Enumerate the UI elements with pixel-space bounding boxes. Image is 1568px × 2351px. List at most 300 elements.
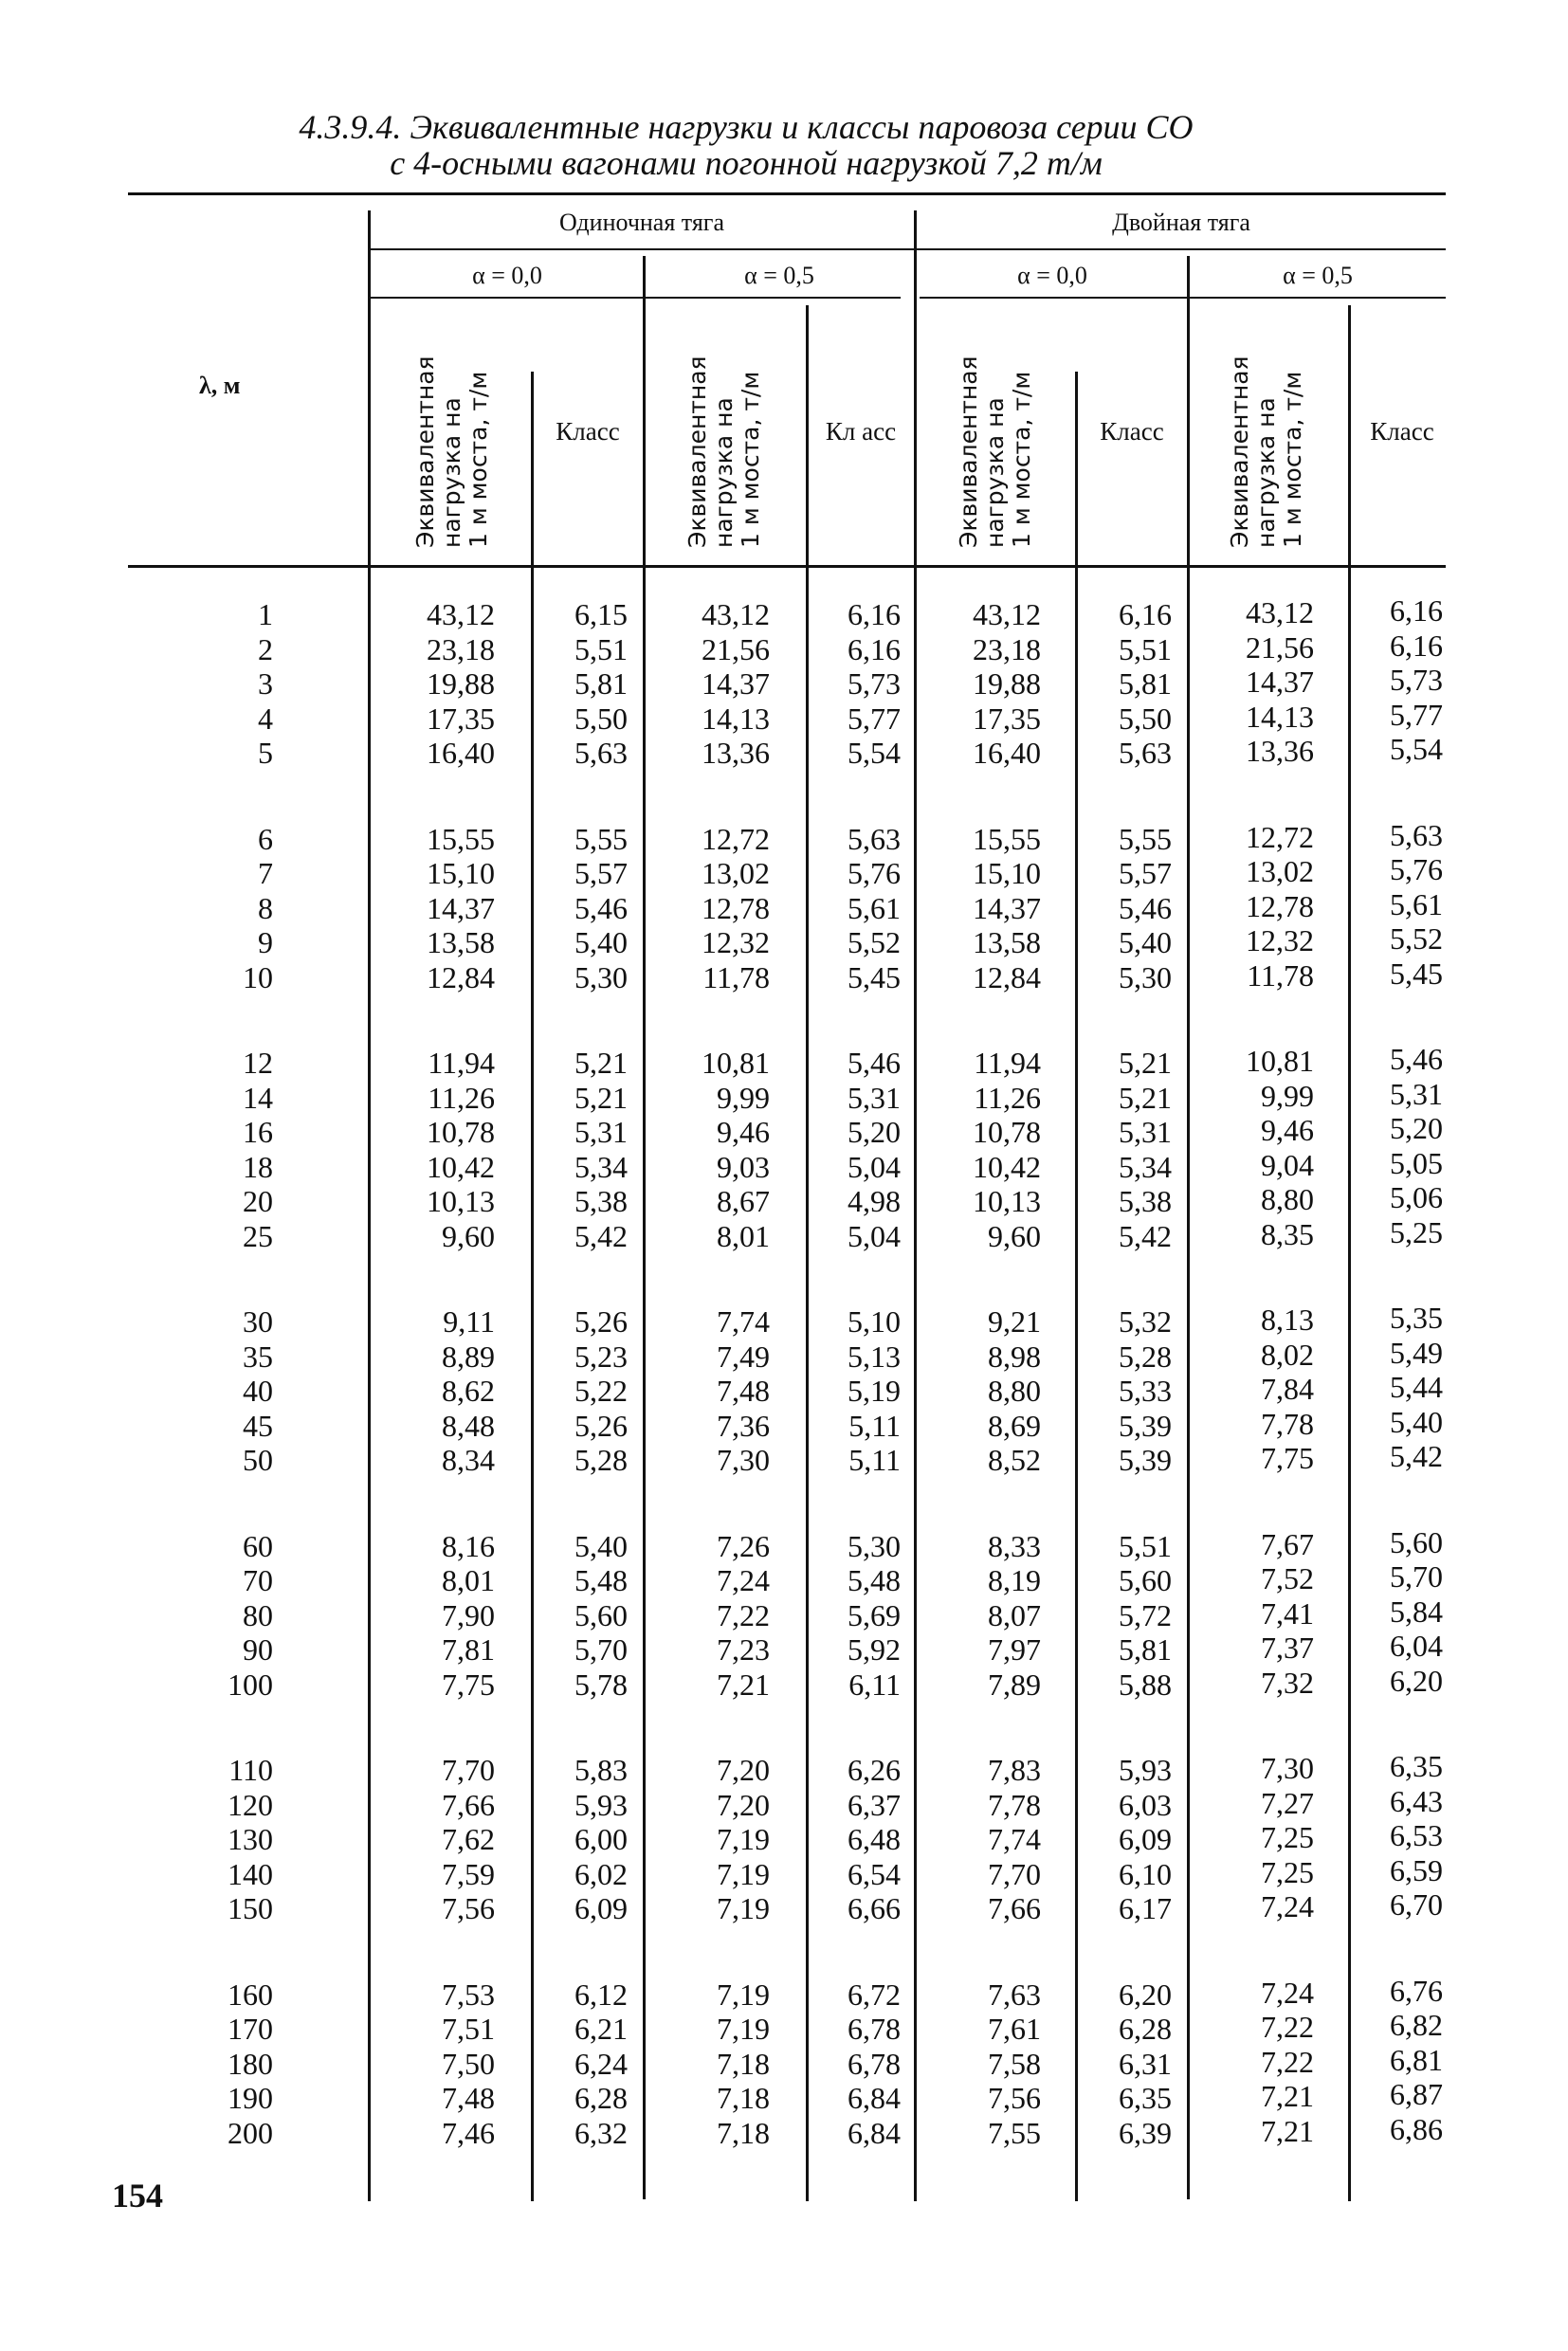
table-cell: 7,37 <box>1261 1631 1314 1665</box>
row-group <box>1085 1304 1172 1478</box>
table-cell: 9,46 <box>717 1115 770 1149</box>
table-cell: 8,19 <box>988 1563 1041 1597</box>
table-cell: 14,37 <box>427 890 495 925</box>
table-cell: 7,75 <box>442 1667 495 1702</box>
single-alpha05-load-column <box>654 597 770 2150</box>
row-group <box>1358 1749 1443 1923</box>
page-number: 154 <box>112 2177 163 2214</box>
table-cell: 13,58 <box>427 925 495 959</box>
table-cell: 5,63 <box>1119 736 1172 770</box>
table-cell: 5,60 <box>1119 1563 1172 1597</box>
table-cell: 9,03 <box>717 1149 770 1184</box>
table-cell: 10,81 <box>702 1046 770 1080</box>
table-cell: 5,77 <box>848 701 901 736</box>
table-cell: 12,72 <box>1246 819 1314 854</box>
table-cell: 14,37 <box>1246 665 1314 699</box>
table-cell: 5,38 <box>574 1184 628 1218</box>
row-group <box>1358 1301 1443 1474</box>
table-cell: 5,21 <box>1119 1046 1172 1080</box>
table-cell: 5,54 <box>1390 732 1443 766</box>
header-bottom-rule <box>128 565 1446 568</box>
table-cell: 7,50 <box>442 2046 495 2081</box>
table-cell: 7,53 <box>442 1977 495 2012</box>
row-group <box>654 1529 770 1703</box>
table-cell: 5,20 <box>1390 1111 1443 1145</box>
table-cell: 11,94 <box>974 1046 1041 1080</box>
table-cell: 5,13 <box>848 1339 901 1374</box>
single-alpha0-class-column <box>540 597 628 2150</box>
col-divider-5 <box>914 210 917 2201</box>
table-cell: 5,04 <box>848 1149 901 1184</box>
row-group <box>1198 1751 1314 1924</box>
table-cell: 8,69 <box>988 1408 1041 1443</box>
table-cell: 6,16 <box>1390 628 1443 663</box>
table-cell: 7,78 <box>988 1787 1041 1822</box>
table-cell: 5,38 <box>1119 1184 1172 1218</box>
table-cell: 6 <box>258 821 273 856</box>
table-cell: 11,94 <box>428 1046 495 1080</box>
table-cell: 5,78 <box>574 1667 628 1702</box>
table-cell: 6,16 <box>848 597 901 631</box>
table-cell: 7,90 <box>442 1597 495 1632</box>
header-lambda: λ, м <box>199 372 241 399</box>
table-cell: 5,93 <box>574 1787 628 1822</box>
table-cell: 5,23 <box>574 1339 628 1374</box>
table-cell: 6,26 <box>848 1753 901 1787</box>
table-cell: 5,60 <box>574 1597 628 1632</box>
row-group <box>190 597 273 771</box>
table-cell: 7,66 <box>988 1891 1041 1925</box>
table-cell: 7,22 <box>717 1597 770 1632</box>
row-group <box>540 1753 628 1926</box>
table-cell: 5,57 <box>574 856 628 890</box>
table-cell: 6,78 <box>848 2012 901 2046</box>
table-cell: 7,19 <box>717 1891 770 1925</box>
table-cell: 21,56 <box>702 631 770 666</box>
table-cell: 6,09 <box>1119 1822 1172 1856</box>
header-double-alpha0: α = 0,0 <box>1017 262 1087 289</box>
table-cell: 180 <box>228 2046 273 2081</box>
table-cell: 15,55 <box>973 821 1041 856</box>
table-cell: 70 <box>243 1563 273 1597</box>
table-cell: 5,30 <box>1119 959 1172 994</box>
eq-load-line3: 1 м моста, т/м <box>737 371 764 548</box>
table-cell: 5,40 <box>1390 1404 1443 1439</box>
table-cell: 13,02 <box>702 856 770 890</box>
eq-load-line3: 1 м моста, т/м <box>1008 371 1035 548</box>
table-cell: 8,07 <box>988 1597 1041 1632</box>
double-alpha05-load-column <box>1198 595 1314 2148</box>
row-group <box>925 1046 1041 1253</box>
eq-load-line2: нагрузка на <box>981 397 1009 548</box>
table-cell: 7,49 <box>717 1339 770 1374</box>
table-cell: 5,81 <box>574 666 628 701</box>
table-cell: 6,70 <box>1390 1887 1443 1922</box>
table-cell: 10 <box>243 959 273 994</box>
table-cell: 10,42 <box>973 1149 1041 1184</box>
table-cell: 45 <box>243 1408 273 1443</box>
table-cell: 7,22 <box>1261 2010 1314 2044</box>
table-cell: 5,32 <box>1119 1304 1172 1339</box>
lambda-column <box>190 597 273 2150</box>
table-cell: 8,01 <box>717 1218 770 1253</box>
alpha-rule-left <box>370 297 901 299</box>
table-cell: 6,48 <box>848 1822 901 1856</box>
table-cell: 19,88 <box>427 666 495 701</box>
table-cell: 7,48 <box>717 1374 770 1408</box>
table-cell: 7,25 <box>1261 1854 1314 1889</box>
table-cell: 30 <box>243 1304 273 1339</box>
table-cell: 12 <box>243 1046 273 1080</box>
double-alpha05-class-column <box>1358 593 1443 2146</box>
table-cell: 5,76 <box>848 856 901 890</box>
table-cell: 6,59 <box>1390 1852 1443 1887</box>
table-cell: 8,80 <box>1261 1182 1314 1216</box>
table-cell: 7,20 <box>717 1787 770 1822</box>
table-cell: 17,35 <box>973 701 1041 736</box>
row-group <box>190 1977 273 2151</box>
table-cell: 8,48 <box>442 1408 495 1443</box>
row-group <box>540 822 628 995</box>
table-cell: 7,21 <box>717 1667 770 1702</box>
table-cell: 5,48 <box>574 1563 628 1597</box>
table-cell: 11,78 <box>702 959 770 994</box>
row-group <box>379 597 495 771</box>
table-cell: 5,30 <box>574 959 628 994</box>
table-cell: 5,51 <box>1119 1528 1172 1563</box>
table-cell: 6,28 <box>574 2081 628 2115</box>
table-cell: 7,81 <box>442 1632 495 1667</box>
table-cell: 5,55 <box>574 821 628 856</box>
table-cell: 13,02 <box>1246 854 1314 888</box>
col-divider-4 <box>806 305 809 2201</box>
table-cell: 5,52 <box>848 925 901 959</box>
row-group <box>815 1046 901 1253</box>
table-cell: 15,10 <box>973 856 1041 890</box>
table-cell: 5,26 <box>574 1304 628 1339</box>
table-cell: 5,25 <box>1390 1214 1443 1249</box>
table-cell: 6,04 <box>1390 1629 1443 1663</box>
table-cell: 6,35 <box>1390 1749 1443 1783</box>
row-group <box>1085 1977 1172 2151</box>
row-group <box>925 1529 1041 1703</box>
table-cell: 8,67 <box>717 1184 770 1218</box>
table-cell: 6,76 <box>1390 1973 1443 2008</box>
table-cell: 11,26 <box>428 1080 495 1115</box>
table-cell: 8 <box>258 890 273 925</box>
row-group <box>815 1304 901 1478</box>
row-group <box>1085 1529 1172 1703</box>
row-group <box>654 1304 770 1478</box>
row-group <box>190 1529 273 1703</box>
table-cell: 6,24 <box>574 2046 628 2081</box>
table-cell: 5,28 <box>1119 1339 1172 1374</box>
table-cell: 120 <box>228 1787 273 1822</box>
table-cell: 6,54 <box>848 1856 901 1891</box>
table-cell: 6,35 <box>1119 2081 1172 2115</box>
row-group <box>925 822 1041 995</box>
table-cell: 7,83 <box>988 1753 1041 1787</box>
table-cell: 43,12 <box>427 597 495 631</box>
table-cell: 7,21 <box>1261 2079 1314 2113</box>
table-cell: 10,13 <box>973 1184 1041 1218</box>
table-cell: 13,36 <box>702 736 770 770</box>
row-group <box>925 1753 1041 1926</box>
table-cell: 5,54 <box>848 736 901 770</box>
top-rule <box>128 192 1446 195</box>
table-cell: 5,81 <box>1119 1632 1172 1667</box>
table-cell: 11,26 <box>974 1080 1041 1115</box>
table-cell: 7,84 <box>1261 1372 1314 1406</box>
table-cell: 10,78 <box>427 1115 495 1149</box>
table-cell: 6,17 <box>1119 1891 1172 1925</box>
table-cell: 5,73 <box>1390 663 1443 697</box>
table-cell: 7,22 <box>1261 2044 1314 2079</box>
table-cell: 5,60 <box>1390 1524 1443 1559</box>
row-group <box>815 822 901 995</box>
header-single-traction: Одиночная тяга <box>559 209 724 236</box>
alpha-rule-right <box>920 297 1446 299</box>
row-group <box>1358 593 1443 767</box>
table-cell: 5,73 <box>848 666 901 701</box>
table-cell: 7,18 <box>717 2046 770 2081</box>
table-cell: 6,15 <box>574 597 628 631</box>
table-cell: 8,35 <box>1261 1216 1314 1251</box>
table-cell: 23,18 <box>427 631 495 666</box>
table-cell: 8,16 <box>442 1528 495 1563</box>
eq-load-line3: 1 м моста, т/м <box>465 371 492 548</box>
table-cell: 6,20 <box>1119 1977 1172 2012</box>
row-group <box>1358 1525 1443 1699</box>
row-group <box>1085 1753 1172 1926</box>
table-cell: 15,55 <box>427 821 495 856</box>
table-cell: 7,19 <box>717 2012 770 2046</box>
table-cell: 15,10 <box>427 856 495 890</box>
table-cell: 8,13 <box>1261 1303 1314 1337</box>
table-cell: 10,78 <box>973 1115 1041 1149</box>
table-cell: 40 <box>243 1374 273 1408</box>
table-cell: 7,21 <box>1261 2113 1314 2148</box>
header-double-alpha05: α = 0,5 <box>1283 262 1353 289</box>
table-cell: 7,32 <box>1261 1665 1314 1700</box>
header-class-2: Кл асс <box>825 417 897 446</box>
col-divider-6 <box>1075 372 1078 2201</box>
table-cell: 6,31 <box>1119 2046 1172 2081</box>
table-cell: 5,42 <box>1119 1218 1172 1253</box>
table-cell: 14 <box>243 1080 273 1115</box>
table-cell: 5,40 <box>574 925 628 959</box>
eq-load-line3: 1 м моста, т/м <box>1279 371 1306 548</box>
table-cell: 7,26 <box>717 1528 770 1563</box>
table-cell: 5,69 <box>848 1597 901 1632</box>
table-cell: 7,75 <box>1261 1441 1314 1475</box>
table-cell: 6,09 <box>574 1891 628 1925</box>
table-cell: 7,25 <box>1261 1820 1314 1854</box>
eq-load-line2: нагрузка на <box>438 397 465 548</box>
table-cell: 6,72 <box>848 1977 901 2012</box>
table-cell: 16,40 <box>427 736 495 770</box>
table-cell: 7,89 <box>988 1667 1041 1702</box>
row-group <box>190 1753 273 1926</box>
eq-load-line1: Эквивалентная <box>684 355 711 548</box>
table-cell: 6,16 <box>848 631 901 666</box>
table-cell: 110 <box>228 1753 273 1787</box>
row-group <box>190 1304 273 1478</box>
table-cell: 7,24 <box>1261 1889 1314 1923</box>
table-cell: 35 <box>243 1339 273 1374</box>
table-cell: 7,61 <box>988 2012 1041 2046</box>
table-cell: 12,72 <box>702 821 770 856</box>
table-cell: 7,56 <box>442 1891 495 1925</box>
table-cell: 43,12 <box>702 597 770 631</box>
table-cell: 7,66 <box>442 1787 495 1822</box>
table-cell: 140 <box>228 1856 273 1891</box>
header-single-alpha0: α = 0,0 <box>472 262 542 289</box>
table-cell: 5,35 <box>1390 1301 1443 1335</box>
table-cell: 5,45 <box>848 959 901 994</box>
table-cell: 160 <box>228 1977 273 2012</box>
table-cell: 5,61 <box>848 890 901 925</box>
row-group <box>379 822 495 995</box>
table-cell: 7,56 <box>988 2081 1041 2115</box>
table-cell: 8,33 <box>988 1528 1041 1563</box>
table-cell: 5,30 <box>848 1528 901 1563</box>
header-double-traction: Двойная тяга <box>1112 209 1250 236</box>
table-cell: 13,36 <box>1246 734 1314 768</box>
table-cell: 5,52 <box>1390 921 1443 956</box>
table-cell: 5,42 <box>574 1218 628 1253</box>
table-cell: 9,99 <box>717 1080 770 1115</box>
table-cell: 14,13 <box>702 701 770 736</box>
table-cell: 6,32 <box>574 2115 628 2150</box>
table-cell: 8,34 <box>442 1443 495 1477</box>
table-cell: 6,66 <box>848 1891 901 1925</box>
row-group <box>190 822 273 995</box>
table-cell: 6,20 <box>1390 1663 1443 1698</box>
table-cell: 43,12 <box>1246 595 1314 629</box>
table-cell: 7,23 <box>717 1632 770 1667</box>
table-cell: 7,67 <box>1261 1526 1314 1561</box>
header-eq-load-1 <box>412 330 492 548</box>
table-cell: 5,76 <box>1390 852 1443 886</box>
table-cell: 8,02 <box>1261 1337 1314 1372</box>
table-cell: 5,20 <box>848 1115 901 1149</box>
table-cell: 6,37 <box>848 1787 901 1822</box>
table-cell: 12,84 <box>973 959 1041 994</box>
table-cell: 12,84 <box>427 959 495 994</box>
table-cell: 1 <box>258 597 273 631</box>
table-cell: 7,51 <box>442 2012 495 2046</box>
table-cell: 8,98 <box>988 1339 1041 1374</box>
table-cell: 5,46 <box>1119 890 1172 925</box>
row-group <box>190 1046 273 1253</box>
table-cell: 5,19 <box>848 1374 901 1408</box>
table-cell: 5,22 <box>574 1374 628 1408</box>
table-cell: 6,43 <box>1390 1783 1443 1818</box>
row-group <box>654 597 770 771</box>
col-divider-2 <box>531 372 534 2201</box>
col-divider-1 <box>368 210 371 2201</box>
row-group <box>925 1304 1041 1478</box>
table-cell: 5,51 <box>574 631 628 666</box>
table-cell: 6,10 <box>1119 1856 1172 1891</box>
table-cell: 5,21 <box>574 1046 628 1080</box>
row-group <box>815 1753 901 1926</box>
table-cell: 5,70 <box>1390 1559 1443 1594</box>
row-group <box>1085 1046 1172 1253</box>
row-group <box>1198 1044 1314 1251</box>
table-cell: 12,32 <box>702 925 770 959</box>
table-cell: 16,40 <box>973 736 1041 770</box>
table-cell: 7,63 <box>988 1977 1041 2012</box>
eq-load-line2: нагрузка на <box>710 397 738 548</box>
table-cell: 5,45 <box>1390 956 1443 991</box>
row-group <box>654 1753 770 1926</box>
table-title-line1: 4.3.9.4. Эквивалентные нагрузки и классы паровоза серии СО <box>299 108 1194 146</box>
table-cell: 7,18 <box>717 2081 770 2115</box>
row-group <box>1085 822 1172 995</box>
table-cell: 3 <box>258 666 273 701</box>
single-alpha0-load-column <box>379 597 495 2150</box>
row-group <box>1198 1976 1314 2149</box>
table-cell: 10,13 <box>427 1184 495 1218</box>
table-cell: 5 <box>258 736 273 770</box>
double-alpha0-class-column <box>1085 597 1172 2150</box>
table-cell: 7,30 <box>717 1443 770 1477</box>
table-cell: 5,31 <box>848 1080 901 1115</box>
table-cell: 90 <box>243 1632 273 1667</box>
table-cell: 43,12 <box>973 597 1041 631</box>
table-cell: 7,19 <box>717 1856 770 1891</box>
table-cell: 5,11 <box>848 1408 901 1443</box>
table-cell: 5,06 <box>1390 1180 1443 1214</box>
table-cell: 5,50 <box>574 701 628 736</box>
table-cell: 5,61 <box>1390 886 1443 921</box>
table-cell: 5,34 <box>574 1149 628 1184</box>
table-cell: 5,31 <box>574 1115 628 1149</box>
table-cell: 12,32 <box>1246 923 1314 957</box>
eq-load-line1: Эквивалентная <box>411 355 439 548</box>
table-cell: 6,53 <box>1390 1818 1443 1852</box>
row-group <box>540 1977 628 2151</box>
table-cell: 7,41 <box>1261 1595 1314 1631</box>
table-cell: 6,11 <box>848 1667 901 1702</box>
table-cell: 5,39 <box>1119 1443 1172 1477</box>
row-group <box>925 1977 1041 2151</box>
row-group <box>654 1046 770 1253</box>
table-cell: 5,92 <box>848 1632 901 1667</box>
table-cell: 50 <box>243 1443 273 1477</box>
row-group <box>540 597 628 771</box>
eq-load-line1: Эквивалентная <box>1226 355 1253 548</box>
table-cell: 100 <box>228 1667 273 1702</box>
table-cell: 7,18 <box>717 2115 770 2150</box>
table-cell: 6,39 <box>1119 2115 1172 2150</box>
row-group <box>815 597 901 771</box>
table-cell: 11,78 <box>1247 957 1314 993</box>
table-cell: 6,28 <box>1119 2012 1172 2046</box>
table-cell: 6,12 <box>574 1977 628 2012</box>
table-cell: 7,24 <box>717 1563 770 1597</box>
row-group <box>815 1529 901 1703</box>
table-cell: 20 <box>243 1184 273 1218</box>
table-cell: 13,58 <box>973 925 1041 959</box>
table-cell: 7,70 <box>442 1753 495 1787</box>
table-cell: 7,24 <box>1261 1975 1314 2010</box>
header-eq-load-2 <box>684 330 764 548</box>
table-cell: 4 <box>258 701 273 736</box>
row-group <box>1358 818 1443 992</box>
